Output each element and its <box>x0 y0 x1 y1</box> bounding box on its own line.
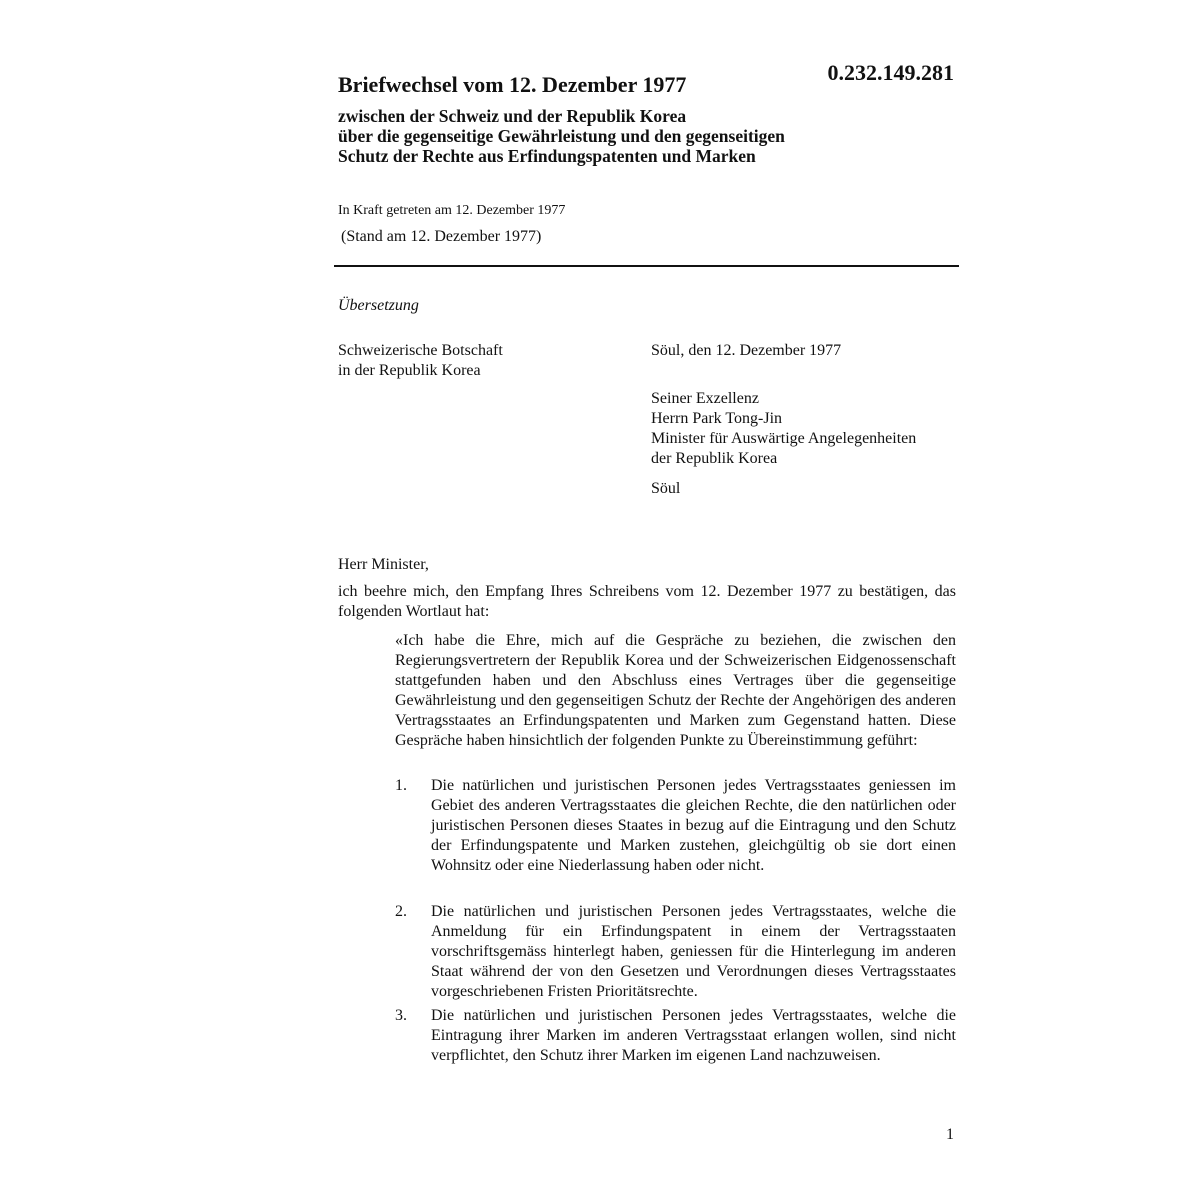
sr-number: 0.232.149.281 <box>827 60 954 85</box>
intro-paragraph: ich beehre mich, den Empfang Ihres Schreibens vom 12. Dezember 1977 zu bestätigen, das folgenden Wortlaut hat: <box>338 583 956 620</box>
recipient-line: Seiner Exzellenz <box>651 390 759 407</box>
list-item-text: Die natürlichen und juristischen Personen jedes Vertragsstaates, welche die Eintragung ihrer Marken im anderen Vertragsstaat erlangen wollen, sind nicht verpflichtet, den Schutz ihrer Marken im eigenen Land nachzuweisen. <box>431 1007 956 1064</box>
recipient-city: Söul <box>651 480 681 497</box>
document-title: Briefwechsel vom 12. Dezember 1977 <box>338 72 687 97</box>
list-item-number: 1. <box>395 777 407 794</box>
subtitle-line: über die gegenseitige Gewährleistung und den gegenseitigen <box>338 126 785 146</box>
stand-note: (Stand am 12. Dezember 1977) <box>341 228 542 245</box>
page-number: 1 <box>946 1126 954 1143</box>
list-item-text: Die natürlichen und juristischen Personen jedes Vertragsstaates geniessen im Gebiet des anderen Vertragsstaates die gleichen Rechte, die den natürlichen oder juristischen Personen dieses Staates in bezug auf die Eintragung und den Schutz der Erfindungspatente und Marken zustehen, gleichgültig ob sie dort einen Wohnsitz oder eine Niederlassung haben oder nicht. <box>431 777 956 874</box>
list-item-number: 3. <box>395 1007 407 1024</box>
list-item <box>395 1006 956 1066</box>
quoted-paragraph: «Ich habe die Ehre, mich auf die Gespräche zu beziehen, die zwischen den Regierungsvertretern der Republik Korea und der Schweizerischen Eidgenossenschaft stattgefunden haben und den Abschluss eines Vertrages über die gegenseitige Gewährleistung und den gegenseitigen Schutz der Rechte der Angehörigen des anderen Vertragsstaates an Erfindungspatenten und Marken zum Gegenstand hatten. Diese Gespräche haben hinsichtlich der folgenden Punkte zu Übereinstimmung geführt: <box>395 632 956 749</box>
list-item-number: 2. <box>395 903 407 920</box>
sender-line: Schweizerische Botschaft <box>338 342 503 359</box>
list-item-text: Die natürlichen und juristischen Personen jedes Vertragsstaates, welche die Anmeldung für ein Erfindungspatent in einem der Vertragsstaaten vorschriftsgemäss hinterlegt haben, geniessen für die Hinterlegung im anderen Staat während der von den Gesetzen und Verordnungen dieses Vertragsstaates vorgeschriebenen Fristen Prioritätsrechte. <box>431 903 956 1000</box>
subtitle-line: zwischen der Schweiz und der Republik Korea <box>338 106 687 126</box>
salutation: Herr Minister, <box>338 556 429 573</box>
translation-label: Übersetzung <box>338 297 419 314</box>
subtitle-line: Schutz der Rechte aus Erfindungspatenten und Marken <box>338 146 756 166</box>
recipient-line: Minister für Auswärtige Angelegenheiten <box>651 430 917 447</box>
header-divider <box>334 265 959 267</box>
recipient-address <box>651 389 916 469</box>
list-item <box>395 902 956 1002</box>
in-kraft-note: In Kraft getreten am 12. Dezember 1977 <box>338 203 566 218</box>
recipient-line: der Republik Korea <box>651 450 778 467</box>
dateline: Söul, den 12. Dezember 1977 <box>651 342 842 359</box>
list-item <box>395 776 956 876</box>
sender-line: in der Republik Korea <box>338 362 481 379</box>
recipient-line: Herrn Park Tong-Jin <box>651 410 783 427</box>
document-subtitle <box>338 106 785 166</box>
sender-address <box>338 341 503 381</box>
